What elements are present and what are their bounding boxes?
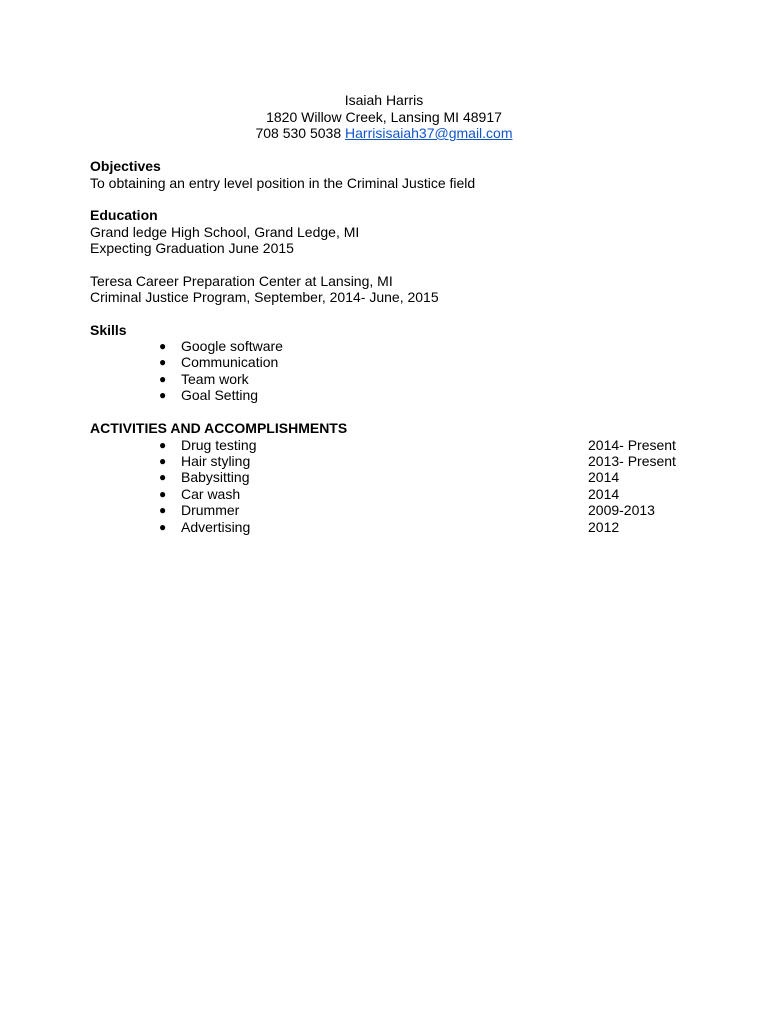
candidate-address: 1820 Willow Creek, Lansing MI 48917 (266, 109, 502, 125)
bullet-icon: ● (159, 339, 167, 353)
candidate-name: Isaiah Harris (344, 92, 424, 108)
education-heading: Education (90, 207, 158, 223)
skill-item: Goal Setting (181, 387, 259, 403)
skills-heading: Skills (90, 322, 127, 338)
objectives-text: To obtaining an entry level position in the Criminal Justice field (90, 175, 476, 191)
contact-line (0, 125, 768, 141)
education-entry-1-line-2: Expecting Graduation June 2015 (90, 240, 294, 256)
activity-date: 2009-2013 (588, 502, 655, 518)
activity-date: 2014 (588, 469, 620, 485)
activity-name: Drug testing (181, 437, 257, 453)
bullet-icon: ● (159, 355, 167, 369)
bullet-icon: ● (159, 503, 167, 517)
activity-date: 2012 (588, 519, 620, 535)
activity-date: 2013- Present (588, 453, 676, 469)
skill-item: Google software (181, 338, 283, 354)
bullet-icon: ● (159, 372, 167, 386)
education-entry-2-line-2: Criminal Justice Program, September, 2014- June, 2015 (90, 289, 439, 305)
activity-date: 2014 (588, 486, 620, 502)
bullet-icon: ● (159, 438, 167, 452)
bullet-icon: ● (159, 388, 167, 402)
activity-name: Car wash (181, 486, 241, 502)
activity-name: Hair styling (181, 453, 251, 469)
education-entry-2-line-1: Teresa Career Preparation Center at Lansing, MI (90, 273, 393, 289)
bullet-icon: ● (159, 520, 167, 534)
bullet-icon: ● (159, 454, 167, 468)
activities-heading: ACTIVITIES AND ACCOMPLISHMENTS (90, 420, 348, 436)
skill-item: Communication (181, 354, 279, 370)
email-link[interactable]: Harrisisaiah37@gmail.com (345, 125, 513, 141)
education-entry-1-line-1: Grand ledge High School, Grand Ledge, MI (90, 224, 360, 240)
activity-date: 2014- Present (588, 437, 676, 453)
skill-item: Team work (181, 371, 249, 387)
bullet-icon: ● (159, 470, 167, 484)
candidate-phone: 708 530 5038 (255, 125, 342, 141)
activity-name: Drummer (181, 502, 240, 518)
activity-name: Advertising (181, 519, 251, 535)
bullet-icon: ● (159, 487, 167, 501)
activity-name: Babysitting (181, 469, 250, 485)
objectives-heading: Objectives (90, 158, 161, 174)
